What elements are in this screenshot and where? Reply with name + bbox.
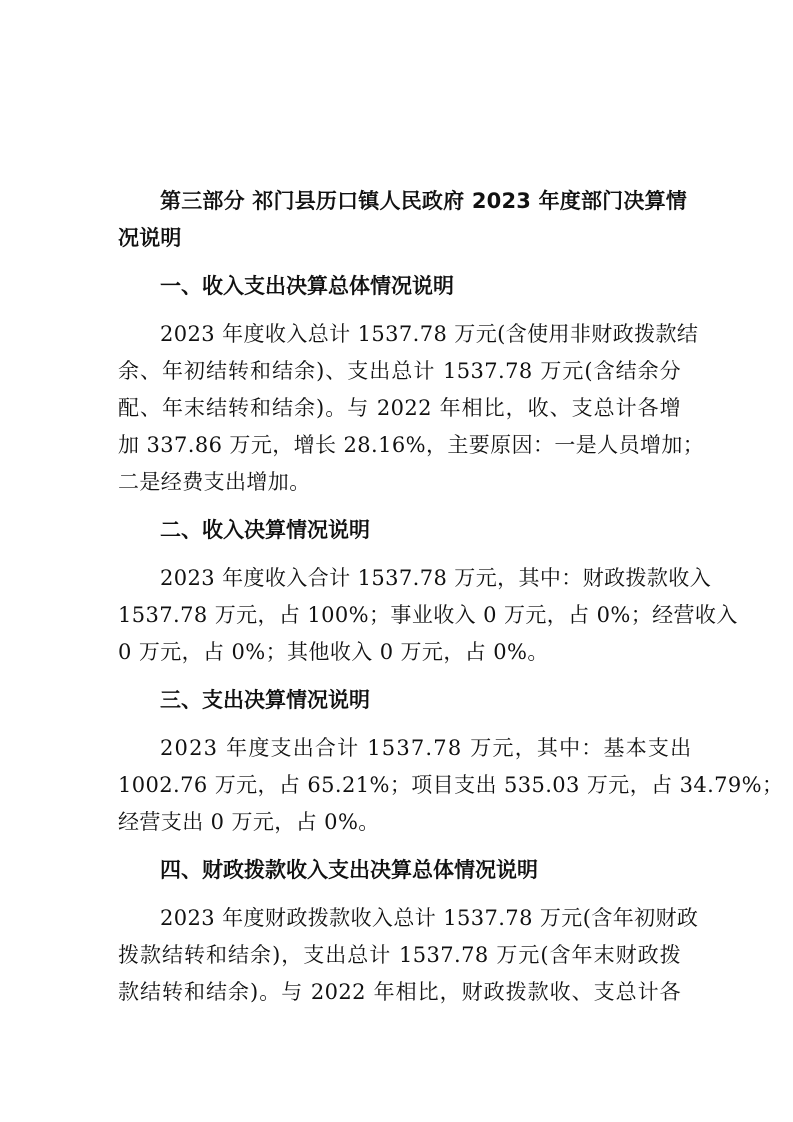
section-4-line-1: 2023 年度财政拨款收入总计 1537.78 万元(含年初财政 <box>160 906 699 930</box>
section-2-heading: 二、收入决算情况说明 <box>160 518 370 542</box>
section-1-line-2: 余、年初结转和结余)、支出总计 1537.78 万元(含结余分 <box>118 359 681 383</box>
section-2-line-1: 2023 年度收入合计 1537.78 万元，其中：财政拨款收入 <box>160 566 712 590</box>
section-1-line-1: 2023 年度收入总计 1537.78 万元(含使用非财政拨款结 <box>160 322 699 346</box>
section-1-heading: 一、收入支出决算总体情况说明 <box>160 274 454 298</box>
document-title-line-2: 况说明 <box>118 226 182 250</box>
section-3-line-3: 经营支出 0 万元，占 0%。 <box>118 810 380 834</box>
section-2-line-3: 0 万元，占 0%；其他收入 0 万元，占 0%。 <box>118 640 549 664</box>
section-4-line-2: 拨款结转和结余)，支出总计 1537.78 万元(含年末财政拨 <box>118 943 681 967</box>
document-title-line-1: 第三部分 祁门县历口镇人民政府 2023 年度部门决算情 <box>160 189 687 213</box>
section-3-line-2: 1002.76 万元，占 65.21%；项目支出 535.03 万元，占 34.79%； <box>118 773 784 797</box>
section-4-line-3: 款结转和结余)。与 2022 年相比，财政拨款收、支总计各 <box>118 980 681 1004</box>
section-2-line-2: 1537.78 万元，占 100%；事业收入 0 万元，占 0%；经营收入 <box>118 603 738 627</box>
section-1-line-3: 配、年末结转和结余)。与 2022 年相比，收、支总计各增 <box>118 396 681 420</box>
document-content <box>118 183 784 1011</box>
section-1-line-4: 加 337.86 万元，增长 28.16%，主要原因：一是人员增加； <box>118 433 705 457</box>
section-3-line-1: 2023 年度支出合计 1537.78 万元，其中：基本支出 <box>160 736 693 760</box>
section-1-line-5: 二是经费支出增加。 <box>118 470 311 494</box>
section-3-heading: 三、支出决算情况说明 <box>160 688 370 712</box>
section-4-heading: 四、财政拨款收入支出决算总体情况说明 <box>160 858 538 882</box>
